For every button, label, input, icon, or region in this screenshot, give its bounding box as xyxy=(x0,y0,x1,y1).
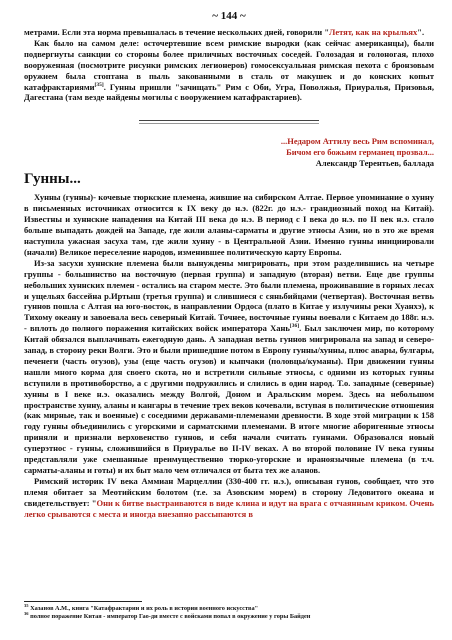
highlighted-quote: Летят, как на крыльях xyxy=(329,27,418,37)
epigraph-line-1: ...Недаром Аттилу весь Рим вспоминал, xyxy=(280,136,434,147)
footnote-ref-36[interactable]: [36] xyxy=(289,323,300,330)
footnote-ref-35[interactable]: [35] xyxy=(94,81,104,88)
epigraph-line-2: Бичом его божьим германец прозвал... xyxy=(286,147,434,158)
footnote-rule xyxy=(24,601,142,602)
paragraph-text: . Гунны пришли "зачищать" Рим с Оби, Угра, Поволжья, Приуралья, Призовья, Дагестана (там везде найдены могилы с вооружением катафрактариев). xyxy=(24,81,434,103)
section-heading: Гунны... xyxy=(24,171,81,188)
page-body xyxy=(24,10,434,520)
paragraph-text: ". xyxy=(417,27,425,37)
footnote-text: Хазанов А.М., книга "Катафрактарии и их роль в истории военного искусства" xyxy=(28,605,259,612)
footnote-36 xyxy=(24,613,434,621)
highlighted-quote: Они к битве выстраиваются в виде клина и идут на врага с отчаянным криком. Очень легко срываются с места и иногда внезапно рассыпаются в xyxy=(24,497,435,519)
paragraph-1 xyxy=(24,38,434,103)
footnote-mark: 35 xyxy=(24,602,29,608)
paragraph-text: Как было на самом деле: осточертевшие всем римские выродки (как сейчас американцы), были подвергнуты санкции со стороны более приличных восточных соседей. Голозадая и голоногая, плохо вооруженная (посмотрите рисунки римских легионеров) гомосексуальная римская пехота с бронзовым оружием была стоптана в пыль закованными в сталь от макушек и до конских копыт катафрактариями xyxy=(24,37,434,92)
footnote-text: полное поражение Китая - император Гао-ди вместе с войсками попал в окружение у горы Байден xyxy=(28,613,311,621)
section-divider xyxy=(139,120,319,123)
paragraph-4 xyxy=(24,476,434,520)
epigraph-author: Александр Терентьев, баллада xyxy=(315,158,434,169)
footnotes xyxy=(24,601,434,622)
page-number: ~ 144 ~ xyxy=(212,10,246,22)
paragraph-text: метрами. Если эта норма превышалась в течение нескольких дней, говорили " xyxy=(24,27,330,37)
epigraph xyxy=(24,136,434,169)
paragraph-text: Римский историк IV века Аммиан Марцеллин (330-400 гг. н.э.), описывая гунов, сообщает, что это племя обитает за Меотийским болотом (т.е. за Азовским морем) в сторону Ледовитого океана и свидетельствует: " xyxy=(24,475,434,508)
footnote-mark: 36 xyxy=(24,611,29,617)
paragraph-0 xyxy=(24,27,434,38)
paragraph-3 xyxy=(24,258,434,476)
paragraph-text: Из-за засухи хуннские племена были вынуждены мигрировать, при этом разделившись на четыре группы - большинство на восточную (первая группа) и западную (вторая) ветви. Еще две группы небольших хуннских племен - остались на старом месте. Это были племена, проживавшие в горных лесах и ущельях бассейна р.Иртыш (третья группа) и слившиеся с сяньбийцами (четвертая). Восточная ветвь гуннов пошла с Алтая на юго-восток, в направлении Ордоса (плато в Китае у излучины реки Хуанхэ), к Тихому океану и завоевала весь северный Китай. Точнее, восточные гунны воевали с Китаем до 188г. н.э. - вплоть до полного поражения китайских войск императора Хань xyxy=(24,257,434,334)
paragraph-text: . Был заключен мир, по которому Китай обязался выплачивать ежегодную дань. А западная ветвь гуннов мигрировала на запад и северо-запад, в сторону реки Волги. Это и были пришедшие потом в Европу гунны/хунны, плюс авары, булгары, печенеги (часть огузов), узы (еще часть огузов) и кыпчаки (половцы/куманы). При движении гунны нашли много корма для своего скота, но и встретили сильные этносы, с одними из которых гунны вступили в противоборство, а с другими подружились и слились в один народ. Т.о. западные (северные) хунны в I веке н.э. оказались между Волгой, Доном и Аральским морем. Здесь на небольшом пространстве хунну, аланы и кангары в течение трех веков кочевали, вступая в политические отношения (как мирные, так и военные) с соседними державами-племенами древности. В ходе этой миграции к 158 году гунны объединились с угорскими и сарматскими племенами. В итоге многие аборигенные этносы приняли и признали верховенство гуннов, и себя начали считать гуннами. Образовался новый суперэтнос - гунны, сложившийся в Приуралье во II-IV веках. А во второй половине IV века гунны представляли уже смешанные преимущественно тюрко-угорские и ираноязычные племена (в т.ч. сарматы-аланы и готы) и их быт мало чем отличался от быта тех же аланов. xyxy=(24,323,434,475)
paragraph-2: Хунны (гунны)- кочевые тюркские племена, жившие на сибирском Алтае. Первое упоминание о хунну в письменных источниках относится к IX веку до н.э. (822г. до н.э.- грандиозный поход на Китай). Известны и хуннские нападения на Китай III века до н.э. В период с I века до н.э. по II век н.э. стало больше выпадать дождей на Западе, где жили аланы-сарматы и другие этносы Азии, но в это же время наступила ужасная засуха там, где жили хунну - в Центральной Азии. Именно гунны инициировали (начали) Великое переселение народов, изменившее политическую карту Европы. xyxy=(24,192,434,257)
